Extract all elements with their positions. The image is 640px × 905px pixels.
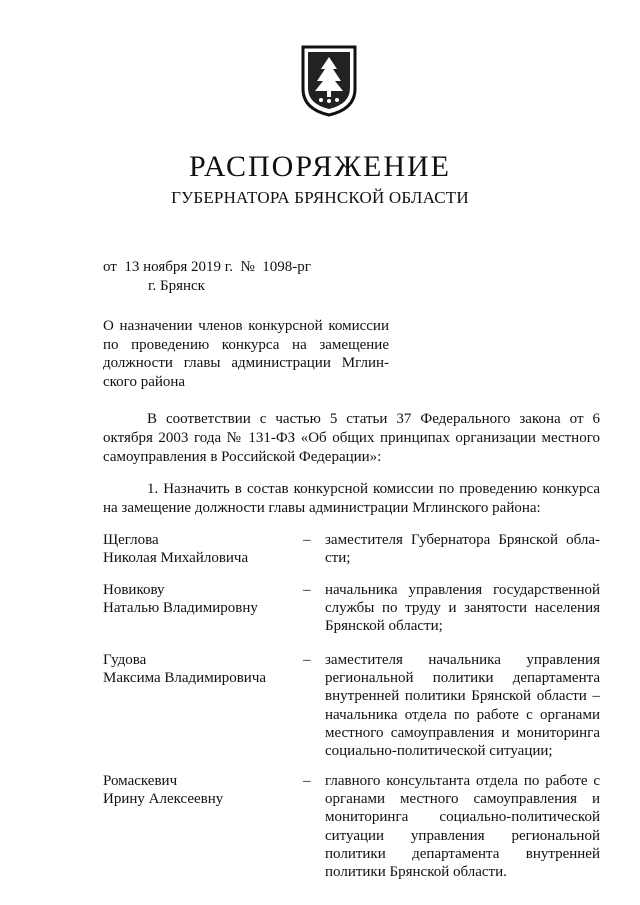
- document-title: РАСПОРЯЖЕНИЕ: [188, 150, 452, 183]
- member-role: заместителя Губернатора Брянской области;: [325, 532, 600, 567]
- member-role: начальника управления государственной службы по труду и занятости населения Брянской области;: [325, 582, 600, 635]
- member-role: заместителя начальника управления региональной политики департамента внутренней политики Брянской области – начальника отдела по работе с органами местного самоуправления и мониторинга социально-политической ситуации;: [325, 652, 600, 760]
- coat-of-arms-emblem: [299, 45, 359, 117]
- member-name: Гудова Максима Владимировича: [103, 652, 267, 687]
- member-dash: –: [303, 582, 311, 598]
- member-name: Щеглова Николая Михайловича: [103, 532, 249, 567]
- clause-1-paragraph: 1. Назначить в состав конкурсной комиссии по проведению конкурса на замещение должности главы администрации Мглинского района:: [103, 481, 600, 516]
- issuer-subtitle: ГУБЕРНАТОРА БРЯНСКОЙ ОБЛАСТИ: [171, 188, 469, 207]
- member-dash: –: [303, 532, 311, 548]
- preamble-paragraph: В соответствии с частью 5 статьи 37 Федерального закона от 6 октября 2003 года № 131-ФЗ «Об общих принципах организации местного самоуправления в Российской Федерации»:: [103, 411, 600, 465]
- member-role: главного консультанта отдела по работе с органами местного самоуправления и мониторинга социально-политической ситуации управления региональной политики департамента внутренней политики Брянской области.: [325, 773, 600, 881]
- member-dash: –: [303, 652, 311, 668]
- member-name: Ромаскевич Ирину Алексеевну: [103, 773, 224, 808]
- city-line: г. Брянск: [148, 278, 205, 294]
- member-dash: –: [303, 773, 311, 789]
- member-name: Новикову Наталью Владимировну: [103, 582, 258, 617]
- subject-heading: О назначении членов конкурсной комиссии по проведению конкурса на замещение должности главы администрации Мглинского района: [103, 318, 389, 390]
- date-number-line: от 13 ноября 2019 г. № 1098-рг: [103, 259, 311, 275]
